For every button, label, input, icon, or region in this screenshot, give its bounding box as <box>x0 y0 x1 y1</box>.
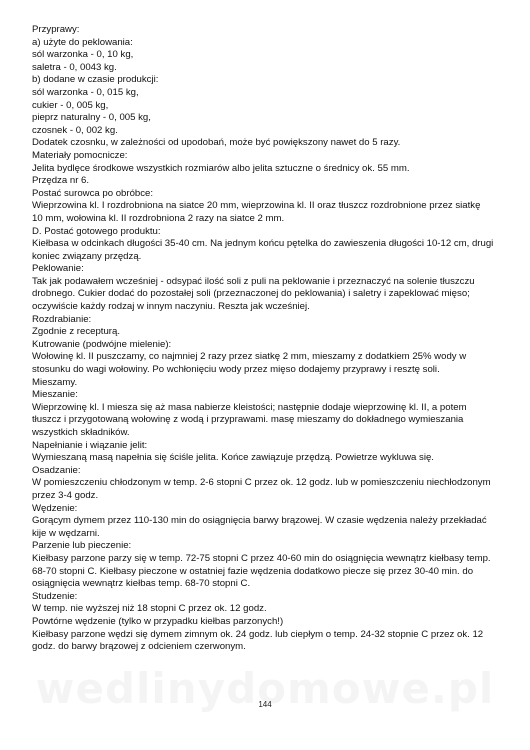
text-line: przez 3-4 godz. <box>32 489 99 501</box>
text-line: oczywiście każdy rodzaj w innym naczyniu. Reszta jak wcześniej. <box>32 301 310 313</box>
document-body <box>32 24 502 654</box>
text-line: Tak jak podawałem wcześniej - odsypać ilość soli z puli na peklowanie i przeznaczyć na solenie tłuszczu <box>32 275 475 287</box>
text-line: Osadzanie: <box>32 464 81 476</box>
text-line: godz. do barwy brązowej z odcieniem czerwonym. <box>32 641 246 653</box>
text-line: Mieszamy. <box>32 376 78 388</box>
text-line: 10 mm, wołowina kl. II rozdrobniona 2 razy na siatce 2 mm. <box>32 212 285 224</box>
text-line: Przędza nr 6. <box>32 175 90 187</box>
text-line: Gorącym dymem przez 110-130 min do osiągnięcia barwy brązowej. W czasie wędzenia należy przekładać <box>32 515 487 527</box>
text-line: Parzenie lub pieczenie: <box>32 540 132 552</box>
text-line: Napełnianie i wiązanie jelit: <box>32 439 148 451</box>
text-line: Materiały pomocnicze: <box>32 149 128 161</box>
text-line: tłuszcz i przygotowaną wołowinę z wodą i przyprawami. masę mieszamy do dokładnego wymieszania <box>32 414 464 426</box>
text-line: sól warzonka - 0, 015 kg, <box>32 86 139 98</box>
text-line: Wieprzowina kl. I rozdrobniona na siatce 20 mm, wieprzowina kl. II oraz tłuszcz rozdrobnione przez siatkę <box>32 200 481 212</box>
text-line: Studzenie: <box>32 590 78 602</box>
text-line: Wędzenie: <box>32 502 78 514</box>
text-line: W temp. nie wyższej niż 18 stopni C przez ok. 12 godz. <box>32 603 267 615</box>
text-line: D. Postać gotowego produktu: <box>32 225 161 237</box>
text-line: Przyprawy: <box>32 24 80 35</box>
text-line: Wieprzowinę kl. I miesza się aż masa nabierze kleistości; następnie dodaje wieprzowinę kl. II, a potem <box>32 401 467 413</box>
text-line: stosunku do wagi wołowiny. Po wchłonięciu wody przez mięso dodajemy przyprawy i resztę soli. <box>32 364 440 376</box>
text-line: koniec związany przędzą. <box>32 250 142 262</box>
text-line: sól warzonka - 0, 10 kg, <box>32 49 134 61</box>
text-line: Mieszanie: <box>32 389 78 401</box>
text-line: Wymieszaną masą napełnia się ściśle jelita. Końce zawiązuje przędzą. Powietrze wykluwa się. <box>32 452 434 464</box>
text-line: osiągnięcia wewnątrz kiełbas temp. 68-70 stopni C. <box>32 578 251 590</box>
text-line: Wołowinę kl. II puszczamy, co najmniej 2 razy przez siatkę 2 mm, mieszamy z dodatkiem 25% wody w <box>32 351 467 363</box>
text-line: Kiełbasy parzone parzy się w temp. 72-75 stopni C przez 40-60 min do osiągnięcia wewnątrz kiełbasy temp. <box>32 552 491 564</box>
text-line: Peklowanie: <box>32 263 84 275</box>
text-line: pieprz naturalny - 0, 005 kg, <box>32 112 151 124</box>
text-line: cukier - 0, 005 kg, <box>32 99 109 111</box>
text-line: Dodatek czosnku, w zależności od upodobań, może być powiększony nawet do 5 razy. <box>32 137 401 149</box>
text-line: W pomieszczeniu chłodzonym w temp. 2-6 stopni C przez ok. 12 godz. lub w pomieszczeniu niechłodzonym <box>32 477 491 489</box>
text-line: drobnego. Cukier dodać do pozostałej soli (przeznaczonej do peklowania) i saletry i zapeklować mięso; <box>32 288 470 300</box>
text-line: Powtórne wędzenie (tylko w przypadku kiełbas parzonych!) <box>32 615 284 627</box>
page-number: 144 <box>258 700 272 709</box>
text-line: Kiełbasy parzone wędzi się dymem zimnym ok. 24 godz. lub ciepłym o temp. 24-32 stopnie C przez ok. 12 <box>32 628 484 640</box>
text-line: wszystkich składników. <box>32 427 130 438</box>
text-line: b) dodane w czasie produkcji: <box>32 74 159 86</box>
text-line: Rozdrabianie: <box>32 313 92 325</box>
text-line: Jelita bydlęce środkowe wszystkich rozmiarów albo jelita sztuczne o średnicy ok. 55 mm. <box>32 162 410 174</box>
text-line: Postać surowca po obróbce: <box>32 187 154 199</box>
text-line: kije w wędzarni. <box>32 527 100 539</box>
text-line: Kiełbasa w odcinkach długości 35-40 cm. Na jednym końcu pętelka do zawieszenia długości 10-12 cm, drugi <box>32 238 494 250</box>
text-line: saletra - 0, 0043 kg. <box>32 61 117 73</box>
text-line: czosnek - 0, 002 kg. <box>32 124 118 136</box>
text-line: Zgodnie z recepturą. <box>32 326 120 338</box>
text-line: Kutrowanie (podwójne mielenie): <box>32 338 172 350</box>
text-line: a) użyte do peklowania: <box>32 36 133 48</box>
text-line: 68-70 stopni C. Kiełbasy pieczone w ostatniej fazie wędzenia dodatkowo piecze się przez 30-40 min. do <box>32 565 474 577</box>
